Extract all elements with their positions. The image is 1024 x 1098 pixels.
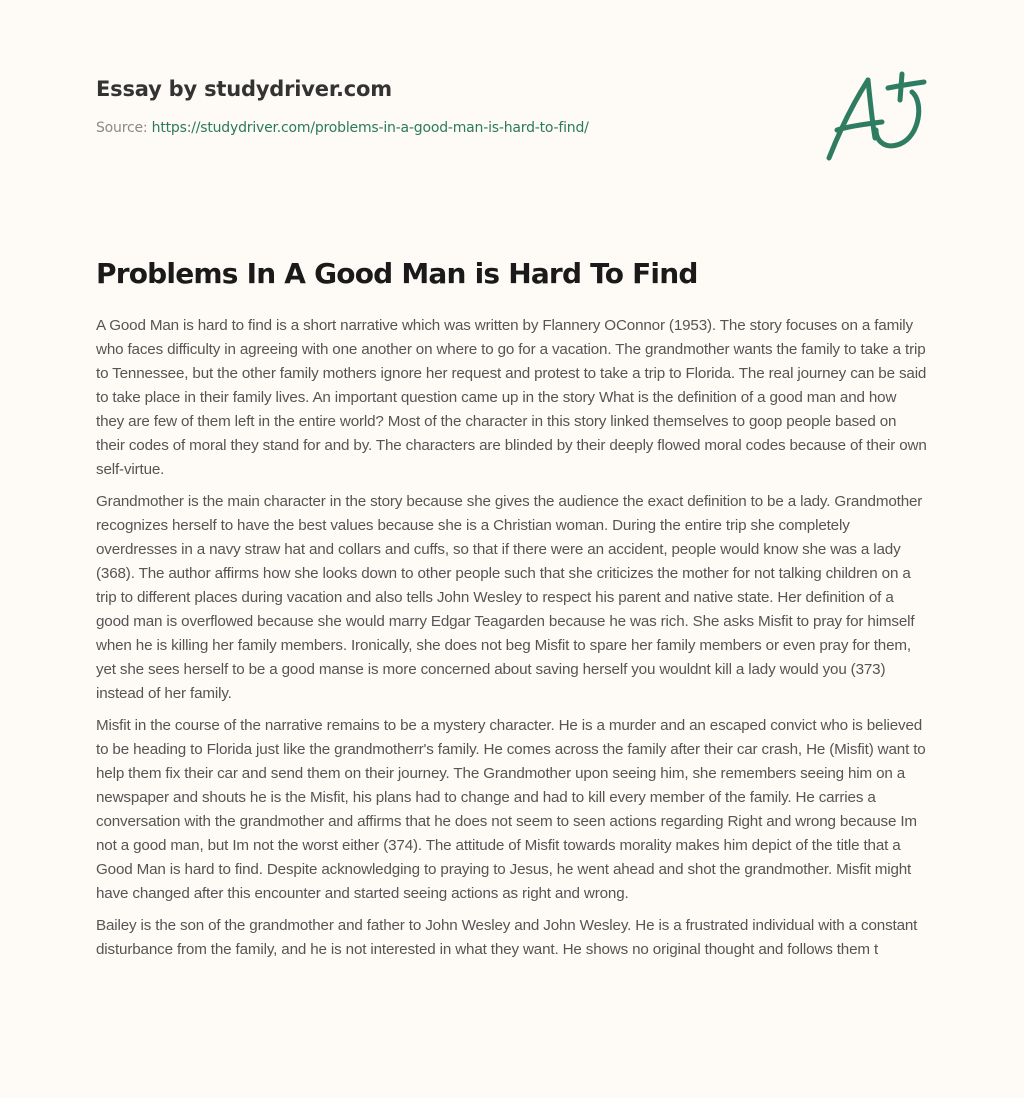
source-label: Source: xyxy=(96,120,148,136)
source-link[interactable]: https://studydriver.com/problems-in-a-good-man-is-hard-to-find/ xyxy=(151,120,589,136)
site-title: Essay by studydriver.com xyxy=(96,77,392,101)
essay-title: Problems In A Good Man is Hard To Find xyxy=(96,257,698,290)
source-line xyxy=(96,118,796,138)
page-header xyxy=(96,74,796,138)
essay-paragraph: Misfit in the course of the narrative remains to be a mystery character. He is a murder and an escaped convict who is believed to be heading to Florida just like the grandmotherr's family. He comes across the family after their car crash, He (Misfit) want to help them fix their car and send them on their journey. The Grandmother upon seeing him, she remembers seeing him on a newspaper and shouts he is the Misfit, his plans had to change and had to kill every member of the family. He carries a conversation with the grandmother and affirms that he does not seem to seen actions regarding Right and wrong because Im not a good man, but Im not the worst either (374). The attitude of Misfit towards morality makes him depict of the title that a Good Man is hard to find. Despite acknowledging to praying to Jesus, he went ahead and shot the grandmother. Misfit might have changed after this encounter and started seeing actions as right and wrong. xyxy=(96,717,926,902)
essay-paragraph: Grandmother is the main character in the story because she gives the audience the exact definition to be a lady. Grandmother recognizes herself to have the best values because she is a Christian woman. During the entire trip she completely overdresses in a navy straw hat and collars and cuffs, so that if there were an accident, people would know she was a lady (368). The author affirms how she looks down to other people such that she criticizes the mother for not talking children on a trip to different places during vacation and also tells John Wesley to respect his parent and native state. Her definition of a good man is overflowed because she would marry Edgar Teagarden because he was rich. She asks Misfit to pray for himself when he is killing her family members. Ironically, she does not beg Misfit to spare her family members or even pray for them, yet she sees herself to be a good manse is more concerned about saving herself you wouldnt kill a lady would you (373) instead of her family. xyxy=(96,493,923,702)
a-plus-grade-icon xyxy=(820,60,935,170)
essay-paragraph: A Good Man is hard to find is a short narrative which was written by Flannery OConnor (1953). The story focuses on a family who faces difficulty in agreeing with one another on where to go for a vacation. The grandmother wants the family to take a trip to Tennessee, but the other family mothers ignore her request and protest to take a trip to Florida. The real journey can be said to take place in their family lives. An important question came up in the story What is the definition of a good man and how they are few of them left in the entire world? Most of the character in this story linked themselves to goop people based on their codes of moral they stand for and by. The characters are blinded by their deeply flowed moral codes because of their own self-virtue. xyxy=(96,317,927,478)
essay-paragraph: Bailey is the son of the grandmother and father to John Wesley and John Wesley. He is a frustrated individual with a constant disturbance from the family, and he is not interested in what they want. He shows no original thought and follows them t xyxy=(96,917,918,958)
essay-body xyxy=(96,314,928,970)
